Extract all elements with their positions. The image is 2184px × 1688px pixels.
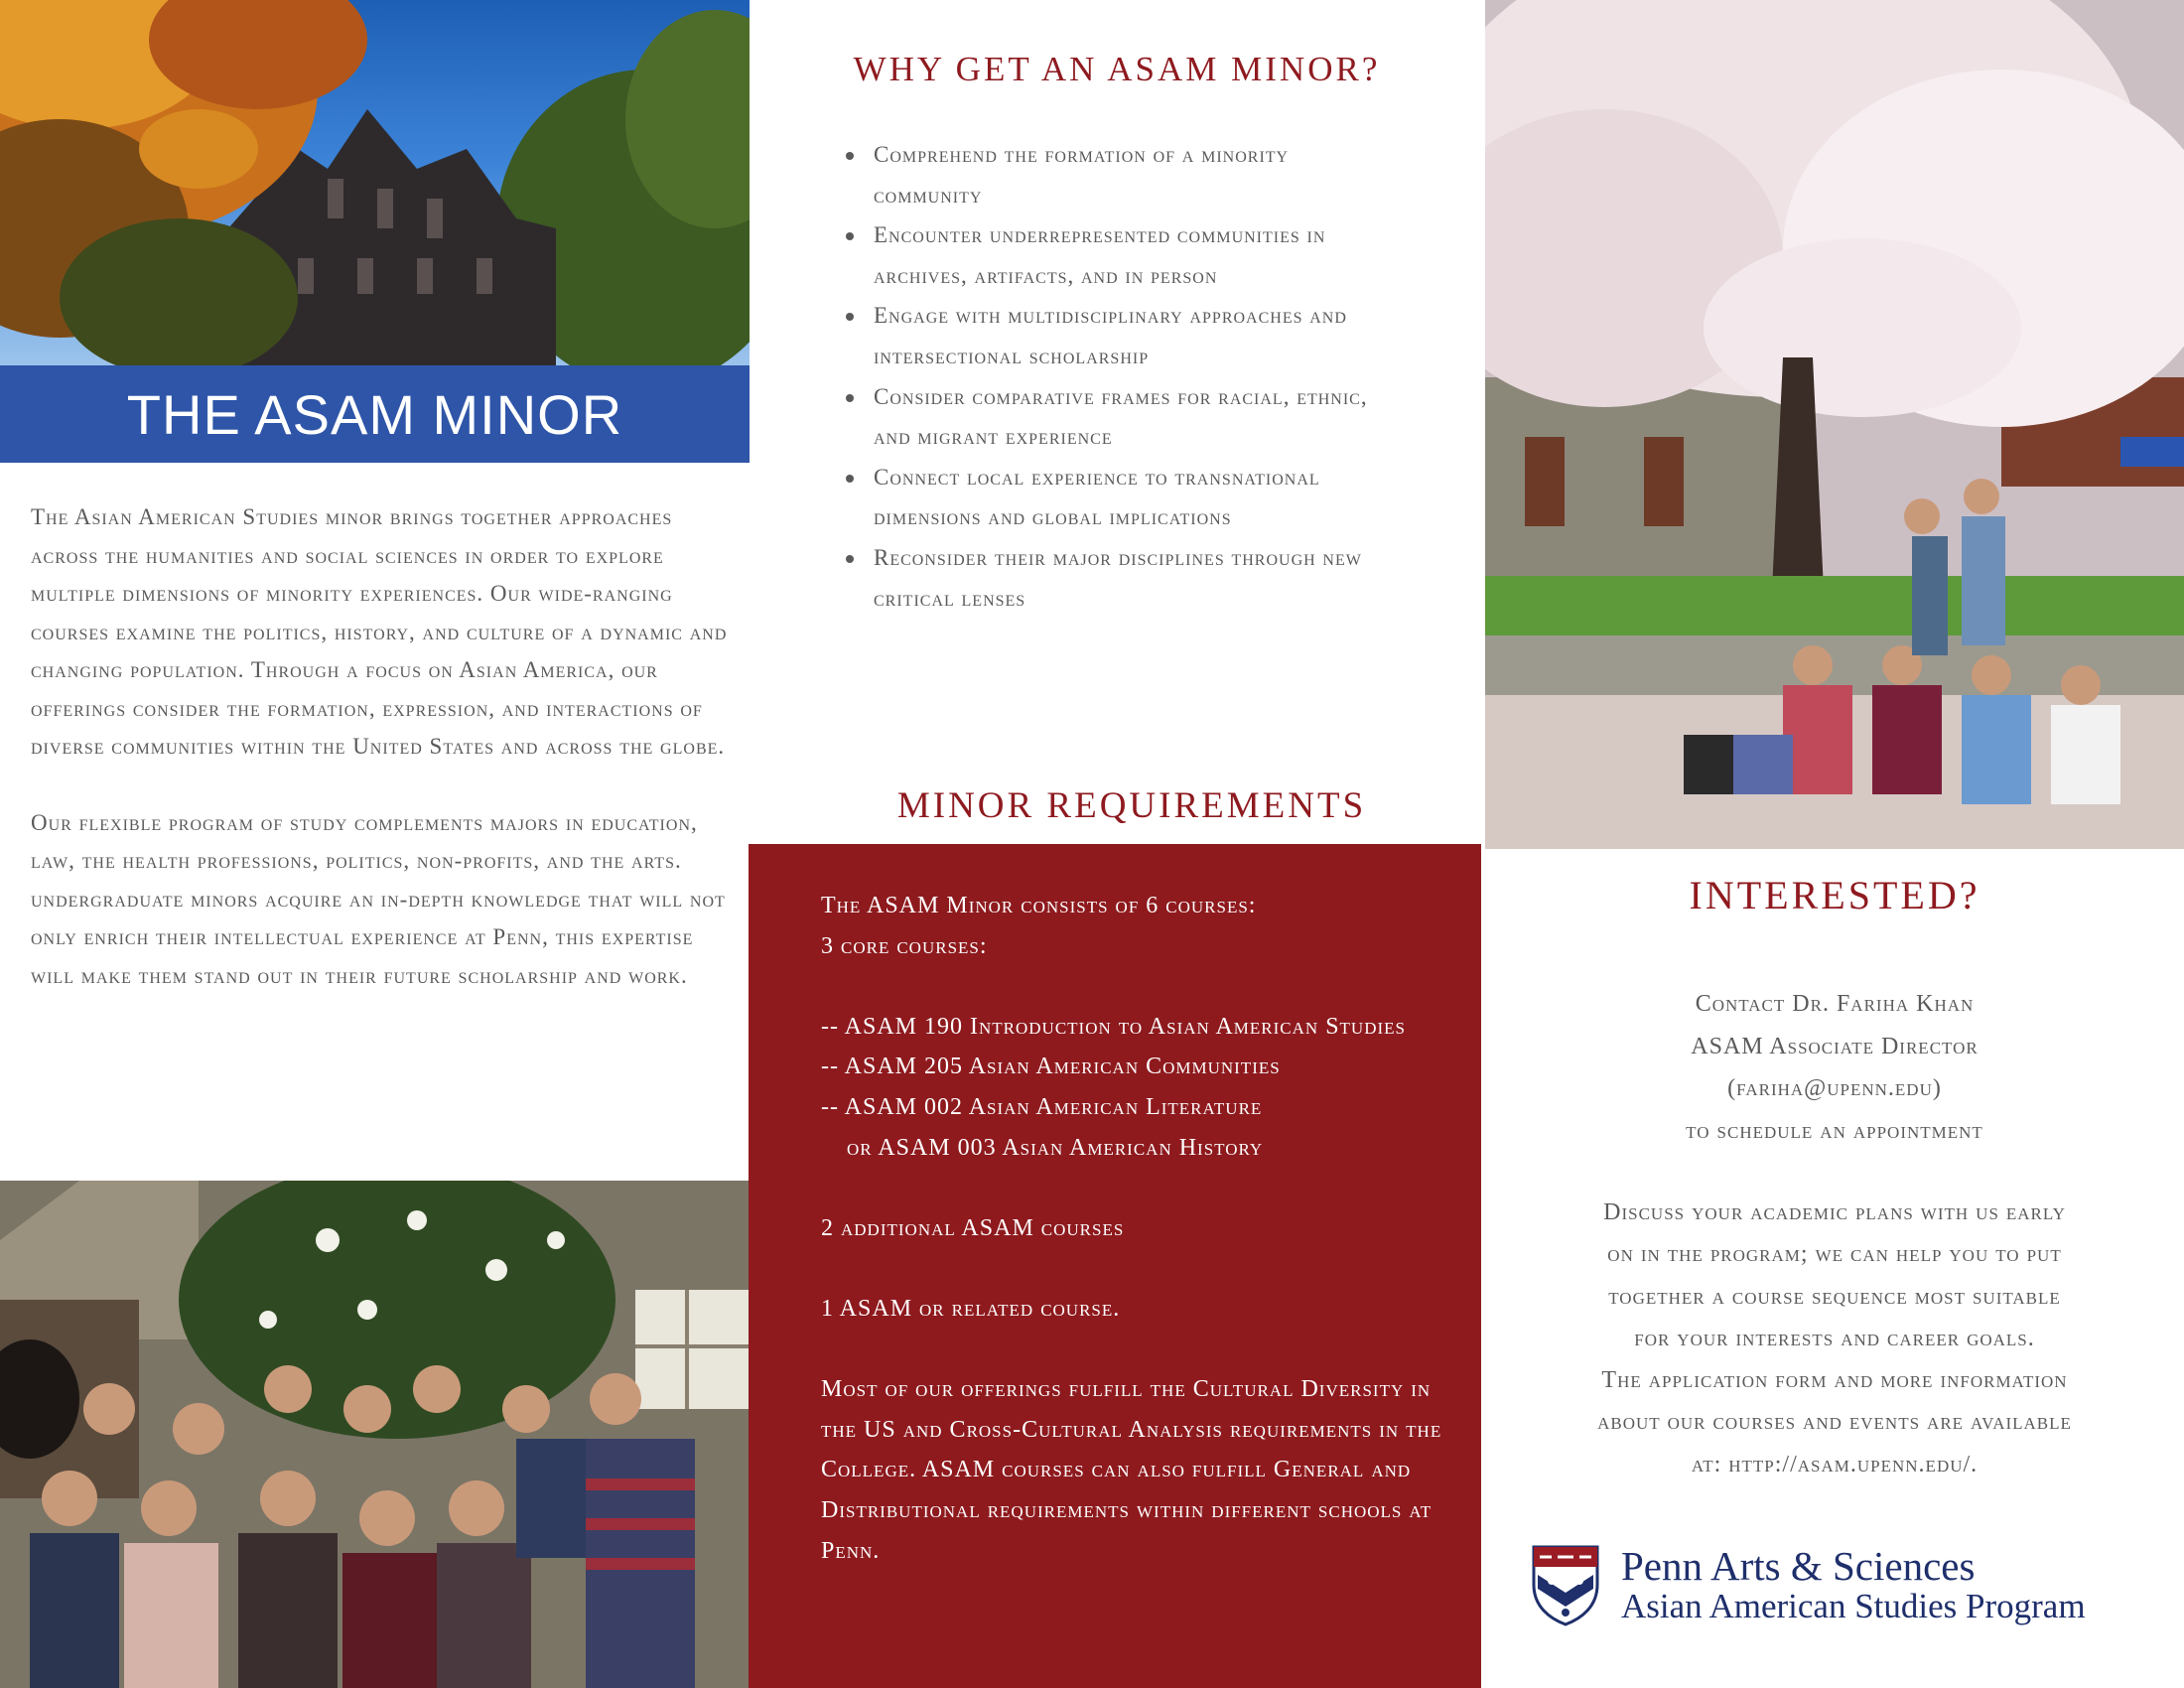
why-list (844, 135, 1400, 619)
interested-title: INTERESTED? (1689, 873, 1980, 917)
related-course: 1 ASAM or related course. (821, 1295, 1121, 1322)
program-paragraph: Our flexible program of study complements majors in education, law, the health professions, politics, non-profits, and the arts. undergraduate minors acquire an in-depth knowledge that will not only enrich their intellectual experience at Penn, this expertise will make them stand out in their future scholarship and work. (31, 809, 726, 988)
cherry-blossom-photo (1485, 0, 2184, 849)
intro-paragraph: The Asian American Studies minor brings together approaches across the humanities and social sciences in order to explore multiple dimensions of minority experiences. Our wide-ranging courses examine the politics, history, and culture of a dynamic and changing population. Through a focus on Asian America, our offerings consider the formation, expression, and interactions of diverse communities within the United States and across the globe. (31, 504, 728, 759)
list-item: Connect local experience to transnational dimensions and global implications (844, 458, 1400, 538)
core-courses-label: 3 core courses: (821, 932, 988, 959)
penn-shield-icon (1532, 1545, 1599, 1626)
core-course-item: -- ASAM 205 Asian American Communities (821, 1054, 1281, 1080)
discuss-line: Discuss your academic plans with us early (1603, 1199, 2066, 1225)
requirements-intro: The ASAM Minor consists of 6 courses: (821, 893, 1257, 918)
discuss-text (1485, 1192, 2184, 1485)
penn-logo (1532, 1541, 2167, 1630)
contact-role: ASAM Associate Director (1691, 1033, 1979, 1059)
contact-email: (fariha@upenn.edu) (1727, 1075, 1942, 1101)
contact-info (1485, 983, 2184, 1152)
core-course-alternative: or ASAM 003 Asian American History (847, 1134, 1264, 1161)
list-item: Reconsider their major disciplines through new critical lenses (844, 538, 1400, 619)
website-link[interactable]: at: http://asam.upenn.edu/. (1691, 1451, 1979, 1477)
banner-title: THE ASAM MINOR (126, 382, 623, 446)
requirements-text (821, 886, 1456, 1571)
requirements-note: Most of our offerings fulfill the Cultural Diversity in the US and Cross-Cultural Analysis requirements in the College. ASAM courses can also fulfill General and Distributional requirements within different schools at Penn. (821, 1376, 1442, 1564)
list-item: Consider comparative frames for racial, ethnic, and migrant experience (844, 377, 1400, 458)
discuss-line: for your interests and career goals. (1634, 1325, 2035, 1351)
logo-title: Penn Arts & Sciences (1621, 1543, 1976, 1589)
discuss-line: together a course sequence most suitable (1608, 1283, 2061, 1310)
contact-name: Contact Dr. Fariha Khan (1695, 991, 1975, 1017)
list-item: Comprehend the formation of a minority community (844, 135, 1400, 215)
student-group-photo (0, 1181, 750, 1688)
core-course-item: -- ASAM 190 Introduction to Asian American Studies (821, 1013, 1406, 1040)
title-banner (0, 365, 750, 463)
additional-courses: 2 additional ASAM courses (821, 1214, 1125, 1241)
why-title: WHY GET AN ASAM MINOR? (853, 50, 1381, 88)
list-item: Encounter underrepresented communities in archives, artifacts, and in person (844, 215, 1400, 296)
core-course-item: -- ASAM 002 Asian American Literature (821, 1093, 1263, 1120)
discuss-line: The application form and more information (1601, 1367, 2068, 1394)
intro-text (31, 498, 731, 1033)
discuss-line: on in the program; we can help you to put (1607, 1241, 2062, 1268)
requirements-title: MINOR REQUIREMENTS (896, 785, 1367, 826)
logo-subtitle: Asian American Studies Program (1621, 1587, 2086, 1625)
list-item: Engage with multidisciplinary approaches and intersectional scholarship (844, 296, 1400, 376)
campus-building-photo (0, 0, 750, 365)
contact-action: to schedule an appointment (1686, 1117, 1983, 1144)
discuss-line: about our courses and events are available (1597, 1409, 2072, 1436)
